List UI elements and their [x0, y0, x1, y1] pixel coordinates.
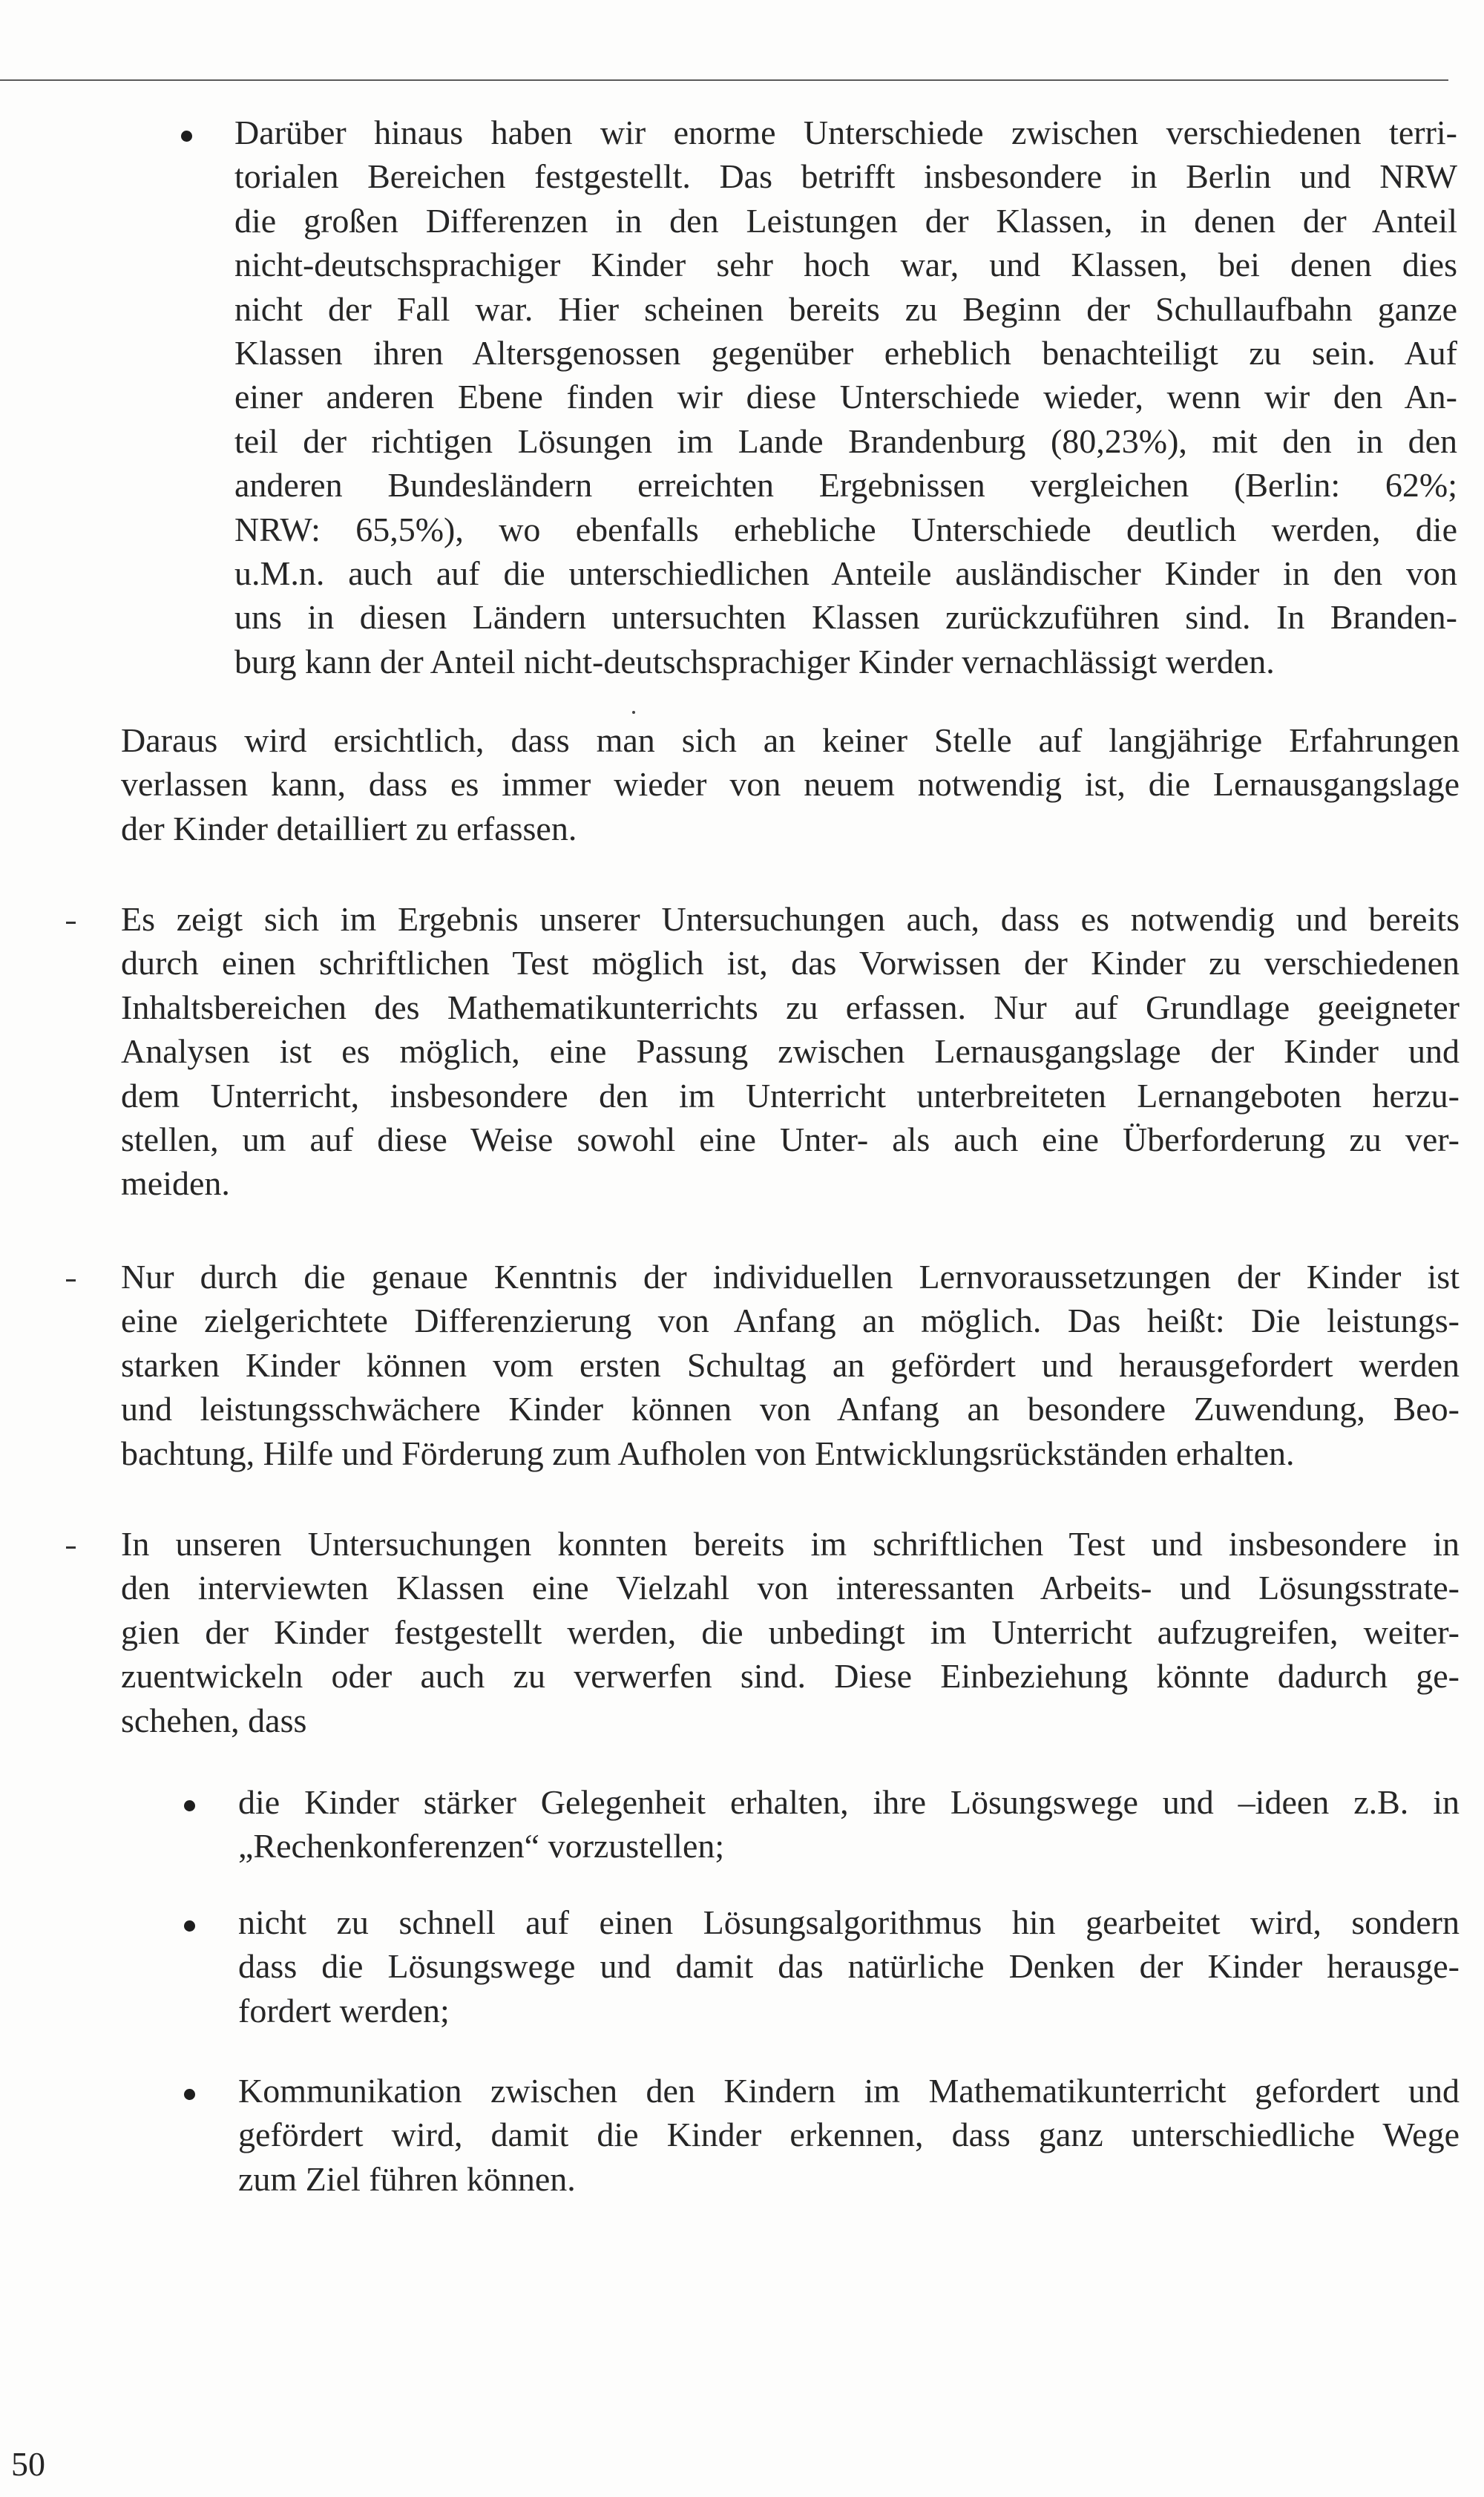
text-line: zum Ziel führen können.: [238, 2159, 576, 2198]
bullet-icon: [184, 1800, 195, 1811]
text-line: burg kann der Anteil nicht-deutschsprachiger Kinder vernachlässigt werden.: [234, 642, 1275, 680]
text-line: Klassen ihren Altersgenossen gegenüber erheblich benachteiligt zu sein. Auf: [234, 333, 1457, 372]
dash-paragraph-strategies: [121, 1522, 1460, 1742]
text-line: die großen Differenzen in den Leistungen der Klassen, in denen der Anteil: [234, 201, 1457, 240]
text-line: gien der Kinder festgestellt werden, die unbedingt im Unterricht aufzugreifen, weiter-: [121, 1612, 1460, 1651]
bullet-icon: [181, 131, 192, 142]
text-line: Es zeigt sich im Ergebnis unserer Untersuchungen auch, dass es notwendig und bereits: [121, 900, 1460, 938]
sub-bullet-paragraph-2: [238, 1900, 1460, 2032]
text-line: eine zielgerichtete Differenzierung von Anfang an möglich. Das heißt: Die leistungs-: [121, 1302, 1460, 1340]
text-line: fordert werden;: [238, 1991, 450, 2030]
text-line: Kommunikation zwischen den Kindern im Mathematikunterricht gefordert und: [238, 2072, 1460, 2110]
text-line: anderen Bundesländern erreichten Ergebnissen vergleichen (Berlin: 62%;: [234, 466, 1457, 505]
text-line: starken Kinder können vom ersten Schultag an gefördert und herausgefordert werden: [121, 1345, 1460, 1384]
scan-speck: [632, 711, 635, 714]
dash-icon: [66, 1546, 76, 1549]
text-line: „Rechenkonferenzen“ vorzustellen;: [238, 1827, 725, 1866]
text-line: Daraus wird ersichtlich, dass man sich an keiner Stelle auf langjährige Erfahrungen: [121, 721, 1460, 759]
bullet-icon: [184, 2089, 195, 2100]
text-line: einer anderen Ebene finden wir diese Unterschiede wieder, wenn wir den An-: [234, 378, 1457, 416]
text-line: verlassen kann, dass es immer wieder von neuem notwendig ist, die Lernausgangslage: [121, 765, 1460, 804]
text-line: nicht zu schnell auf einen Lösungsalgorithmus hin gearbeitet wird, sondern: [238, 1903, 1460, 1941]
text-line: meiden.: [121, 1164, 230, 1203]
text-line: Inhaltsbereichen des Mathematikunterrichts zu erfassen. Nur auf Grundlage geeigneter: [121, 988, 1460, 1026]
text-line: teil der richtigen Lösungen im Lande Brandenburg (80,23%), mit den in den: [234, 421, 1457, 460]
text-line: schehen, dass: [121, 1701, 307, 1739]
text-line: den interviewten Klassen eine Vielzahl von interessanten Arbeits- und Lösungsstrate-: [121, 1569, 1460, 1607]
text-line: torialen Bereichen festgestellt. Das betrifft insbesondere in Berlin und NRW: [234, 157, 1457, 196]
text-line: Nur durch die genaue Kenntnis der individuellen Lernvoraussetzungen der Kinder ist: [121, 1258, 1460, 1296]
text-line: dem Unterricht, insbesondere den im Unterricht unterbreiteten Lernangeboten herzu-: [121, 1076, 1460, 1115]
dash-icon: [66, 1279, 76, 1282]
text-line: der Kinder detailliert zu erfassen.: [121, 809, 577, 847]
text-line: In unseren Untersuchungen konnten bereits im schriftlichen Test und insbesondere in: [121, 1525, 1460, 1563]
text-line: uns in diesen Ländern untersuchten Klassen zurückzuführen sind. In Branden-: [234, 598, 1457, 637]
text-line: nicht-deutschsprachiger Kinder sehr hoch war, und Klassen, bei denen dies: [234, 246, 1457, 284]
text-line: Analysen ist es möglich, eine Passung zwischen Lernausgangslage der Kinder und: [121, 1032, 1460, 1071]
bullet-icon: [184, 1920, 195, 1932]
text-line: durch einen schriftlichen Test möglich ist, das Vorwissen der Kinder zu verschiedenen: [121, 944, 1460, 982]
text-line: dass die Lösungswege und damit das natürliche Denken der Kinder herausge-: [238, 1947, 1460, 1986]
text-line: nicht der Fall war. Hier scheinen bereits zu Beginn der Schullaufbahn ganze: [234, 289, 1457, 328]
text-line: bachtung, Hilfe und Förderung zum Aufholen von Entwicklungsrückständen erhalten.: [121, 1434, 1295, 1472]
dash-paragraph-differentiation: [121, 1255, 1460, 1475]
text-line: Darüber hinaus haben wir enorme Unterschiede zwischen verschiedenen terri-: [234, 114, 1457, 151]
dash-paragraph-written-test: [121, 897, 1460, 1206]
text-line: NRW: 65,5%), wo ebenfalls erhebliche Unterschiede deutlich werden, die: [234, 510, 1457, 548]
text-line: stellen, um auf diese Weise sowohl eine Unter- als auch eine Überforderung zu ver-: [121, 1120, 1460, 1158]
page-number: 50: [11, 2445, 45, 2483]
text-line: die Kinder stärker Gelegenheit erhalten, ihre Lösungswege und –ideen z.B. in: [238, 1783, 1460, 1821]
text-line: und leistungsschwächere Kinder können von Anfang an besondere Zuwendung, Beo-: [121, 1390, 1460, 1428]
bullet-paragraph-territorial: [234, 111, 1457, 683]
sub-bullet-paragraph-3: [238, 2069, 1460, 2201]
sub-bullet-paragraph-1: [238, 1780, 1460, 1868]
header-rule: [0, 79, 1448, 81]
conclusion-paragraph: [121, 718, 1460, 850]
text-line: u.M.n. auch auf die unterschiedlichen Anteile ausländischer Kinder in den von: [234, 554, 1457, 592]
text-line: gefördert wird, damit die Kinder erkennen, dass ganz unterschiedliche Wege: [238, 2116, 1460, 2154]
text-line: zuentwickeln oder auch zu verwerfen sind. Diese Einbeziehung könnte dadurch ge-: [121, 1657, 1460, 1696]
dash-icon: [66, 922, 76, 924]
